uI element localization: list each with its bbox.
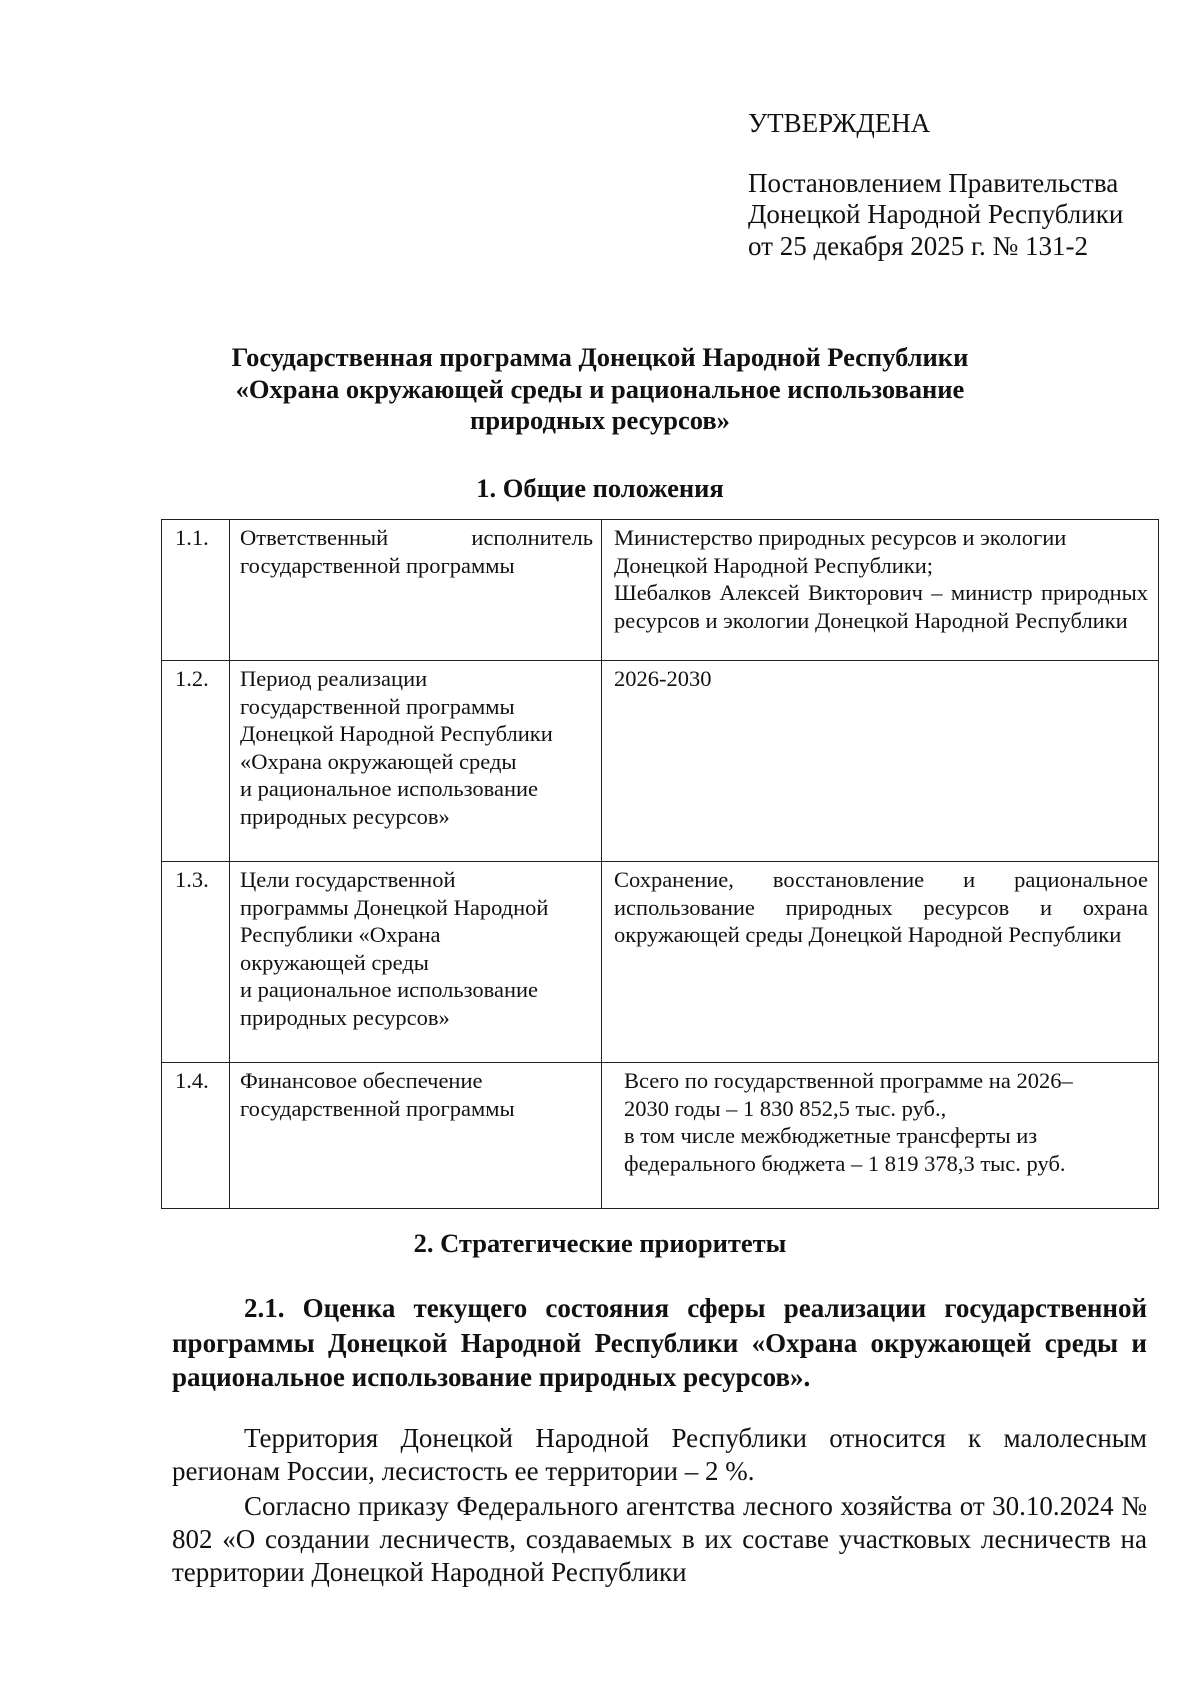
row-label-line: и рациональное использование xyxy=(240,977,539,1002)
table-row xyxy=(162,520,1159,661)
row-label-line: Донецкой Народной Республики xyxy=(240,721,553,746)
row-label xyxy=(230,1063,602,1209)
approval-block xyxy=(748,108,1123,262)
row-label-line: государственной программы xyxy=(240,693,515,719)
subsection-2-1-heading: 2.1. Оценка текущего состояния сферы реализации государственной программы Донецкой Народной Республики «Охрана окружающей среды и рациональное использование природных ресурсов». xyxy=(172,1293,1147,1392)
row-label-text: Финансовое обеспечение государственной программы xyxy=(240,1068,515,1121)
approval-line: Постановлением Правительства xyxy=(748,167,1119,198)
row-label xyxy=(230,661,602,862)
row-value xyxy=(602,520,1159,661)
row-value: 2026-2030 xyxy=(602,661,1159,862)
approval-line: Донецкой Народной Республики xyxy=(748,199,1124,229)
row-label xyxy=(230,862,602,1063)
row-label-line: окружающей среды xyxy=(240,949,429,975)
row-number: 1.1. xyxy=(162,520,230,661)
section-2-heading: 2. Стратегические приоритеты xyxy=(413,1228,787,1258)
table-row xyxy=(162,862,1159,1063)
approval-stamp: УТВЕРЖДЕНА xyxy=(748,108,931,138)
body-paragraph: Территория Донецкой Народной Республики относится к малолесным регионам России, лесистость ее территории – 2 %. xyxy=(172,1423,1147,1486)
program-title-line: Государственная программа Донецкой Народной Республики xyxy=(231,342,969,372)
table-row xyxy=(162,1063,1159,1209)
general-provisions-table xyxy=(161,519,1159,1209)
program-title-line: природных ресурсов» xyxy=(470,405,730,435)
row-value xyxy=(602,862,1159,1063)
row-label-line: природных ресурсов» xyxy=(240,803,450,829)
section-1-heading: 1. Общие положения xyxy=(476,473,724,503)
row-value-line: 2030 годы – 1 830 852,5 тыс. руб., xyxy=(624,1095,947,1121)
row-label xyxy=(230,520,602,661)
table-row xyxy=(162,661,1159,862)
program-title-line: «Охрана окружающей среды и рациональное использование xyxy=(235,373,965,404)
row-value xyxy=(602,1063,1159,1209)
row-value-text: Сохранение, восстановление и рациональное использование природных ресурсов и охрана окружающей среды Донецкой Народной Республики xyxy=(614,867,1148,947)
row-number: 1.2. xyxy=(162,661,230,862)
body-paragraph: Согласно приказу Федерального агентства лесного хозяйства от 30.10.2024 № 802 «О создании лесничеств, создаваемых в их составе участковых лесничеств на территории Донецкой Народной Республики xyxy=(172,1491,1147,1587)
row-value-line: Министерство природных ресурсов и экологии Донецкой Народной Республики; xyxy=(614,525,1067,578)
row-value-line: Шебалков Алексей Викторович – министр природных ресурсов и экологии Донецкой Народной Республики xyxy=(614,580,1148,633)
row-value-line: федерального бюджета – 1 819 378,3 тыс. руб. xyxy=(624,1150,1066,1176)
row-label-line: «Охрана окружающей среды xyxy=(240,748,517,774)
row-label-line: Республики «Охрана xyxy=(240,922,441,947)
row-number: 1.4. xyxy=(162,1063,230,1209)
row-label-text: Ответственный исполнитель государственной программы xyxy=(240,525,593,578)
row-label-line: Цели государственной xyxy=(240,867,456,892)
row-number: 1.3. xyxy=(162,862,230,1063)
row-label-line: программы Донецкой Народной xyxy=(240,894,549,920)
row-label-line: Период реализации xyxy=(240,666,428,691)
row-value-line: в том числе межбюджетные трансферты из xyxy=(624,1123,1038,1148)
program-title xyxy=(160,342,1040,437)
row-label-line: природных ресурсов» xyxy=(240,1004,450,1030)
row-label-line: и рациональное использование xyxy=(240,776,539,801)
row-value-line: Всего по государственной программе на 2026– xyxy=(624,1068,1073,1093)
approval-line: от 25 декабря 2025 г. № 131-2 xyxy=(748,230,1089,261)
